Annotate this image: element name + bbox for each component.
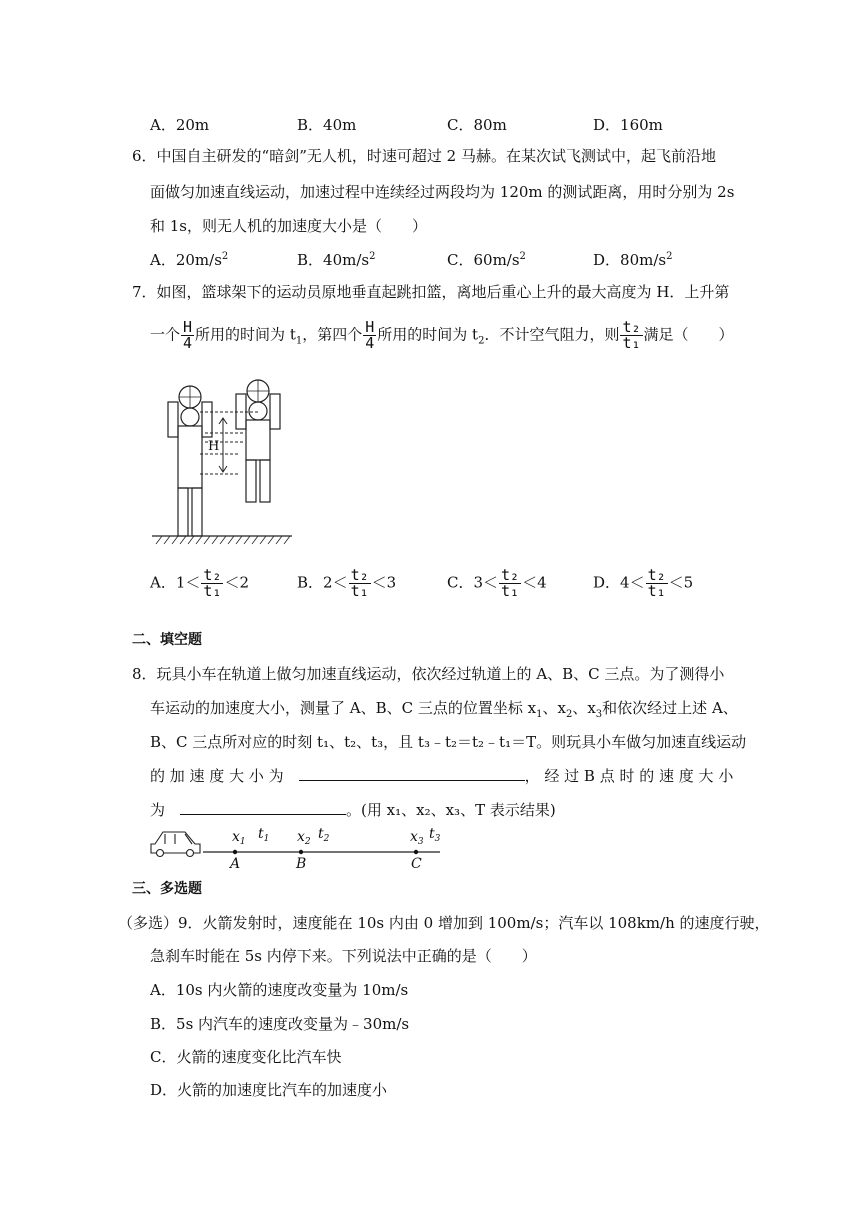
basketball-jump-figure <box>150 378 295 550</box>
q9-option-c: C．火箭的速度变化比汽车快 <box>150 1048 342 1066</box>
label-point-a: A <box>230 856 241 872</box>
q7-option-c: C．3＜ $\frac{\text{t₂}}{\text{t₁}}$ ＜4 <box>447 566 547 600</box>
q9-line-2: 急刹车时能在 5s 内停下来。下列说法中正确的是（ ） <box>150 947 537 965</box>
section-fill-in-heading: 二、填空题 <box>132 632 202 648</box>
q6-option-b: B．$40m/s^2$ <box>297 251 376 269</box>
q7-option-a: A．1＜ $\frac{\text{t₂}}{\text{t₁}}$ ＜2 <box>150 566 249 600</box>
q6-option-a: A．$20m/s^2$ <box>150 251 229 269</box>
q8-line-4: 的 加 速 度 大 小 为 ， 经 过 B 点 时 的 速 度 大 小 <box>150 767 734 785</box>
section-multi-choice-heading: 三、多选题 <box>132 881 202 897</box>
q9-line-1: （多选）9．火箭发射时，速度能在 10s 内由 0 增加到 100m/s；汽车以 108km/h 的速度行驶， <box>118 914 770 932</box>
label-point-c: C <box>411 856 422 872</box>
h-arrow <box>219 418 227 472</box>
player-jumping <box>236 380 280 502</box>
label-t2: $t_2$ <box>318 826 330 844</box>
answer-blank-acceleration[interactable] <box>299 766 525 781</box>
label-t3: $t_3$ <box>429 826 441 844</box>
label-x2: $x_2$ <box>297 829 311 847</box>
point-a-dot <box>233 850 237 854</box>
toy-car-icon <box>151 832 200 857</box>
q5-option-b: B．40m <box>297 116 357 134</box>
q8-line-3: B、C 三点所对应的时刻 t₁、t₂、t₃，且 t₃﹣t₂＝t₂﹣t₁＝T。则玩具小车做匀加速直线运动 <box>150 733 747 751</box>
fraction-h-over-4: $\frac{H}{4}$ <box>365 318 375 352</box>
label-t1: $t_1$ <box>258 826 270 844</box>
q7-option-b: B．2＜ $\frac{\text{t₂}}{\text{t₁}}$ ＜3 <box>297 566 397 600</box>
q5-option-d: D．160m <box>593 116 663 134</box>
label-x3: $x_3$ <box>410 829 424 847</box>
q6-option-d: D．$80m/s^2$ <box>593 251 673 269</box>
q6-line-1: 6．中国自主研发的“暗剑”无人机，时速可超过 2 马赫。在某次试飞测试中，起飞前沿地 <box>132 147 716 165</box>
fraction-t2-over-t1: $\frac{\text{t₂}}{\text{t₁}}$ <box>622 318 641 352</box>
q6-line-3: 和 1s，则无人机的加速度大小是（ ） <box>150 217 428 235</box>
fraction-h-over-4: $\frac{H}{4}$ <box>183 318 193 352</box>
q6-option-c: C．$60m/s^2$ <box>447 251 526 269</box>
q9-option-a: A．10s 内火箭的速度改变量为 10m/s <box>150 981 409 999</box>
q8-line-5: 为 。(用 x₁、x₂、x₃、T 表示结果) <box>150 801 556 819</box>
q8-line-1: 8．玩具小车在轨道上做匀加速直线运动，依次经过轨道上的 A、B、C 三点。为了测得小 <box>132 665 725 683</box>
point-c-dot <box>414 850 418 854</box>
q6-line-2: 面做匀加速直线运动，加速过程中连续经过两段均为 120m 的测试距离，用时分别为 2s <box>150 183 735 201</box>
toy-car-track-figure <box>148 822 448 872</box>
label-point-b: B <box>296 856 307 872</box>
h-label: H <box>208 439 220 454</box>
q7-line-1: 7．如图，篮球架下的运动员原地垂直起跳扣篮，离地后重心上升的最大高度为 H．上升第 <box>132 283 730 301</box>
q5-option-a: A．20m <box>150 116 210 134</box>
answer-blank-velocity-b[interactable] <box>180 800 346 815</box>
q9-option-b: B．5s 内汽车的速度改变量为﹣30m/s <box>150 1015 410 1033</box>
player-standing <box>168 386 212 536</box>
q7-line-2: 一个 $\frac{H}{4}$ 所用的时间为 $t_1$，第四个 $\frac{H}{4}$ 所用的时间为 $t_2$．不计空气阻力，则 $\frac{\text{t₂}}{\text{t₁}}$ 满足（ ） <box>150 318 734 352</box>
point-b-dot <box>299 850 303 854</box>
q5-option-c: C．80m <box>447 116 507 134</box>
q7-option-d: D．4＜ $\frac{\text{t₂}}{\text{t₁}}$ ＜5 <box>593 566 694 600</box>
q9-option-d: D．火箭的加速度比汽车的加速度小 <box>150 1081 388 1099</box>
label-x1: $x_1$ <box>232 829 246 847</box>
q8-line-2: 车运动的加速度大小，测量了 A、B、C 三点的位置坐标 $x_1$、$x_2$、$x_3$和依次经过上述 A、 <box>150 699 738 720</box>
